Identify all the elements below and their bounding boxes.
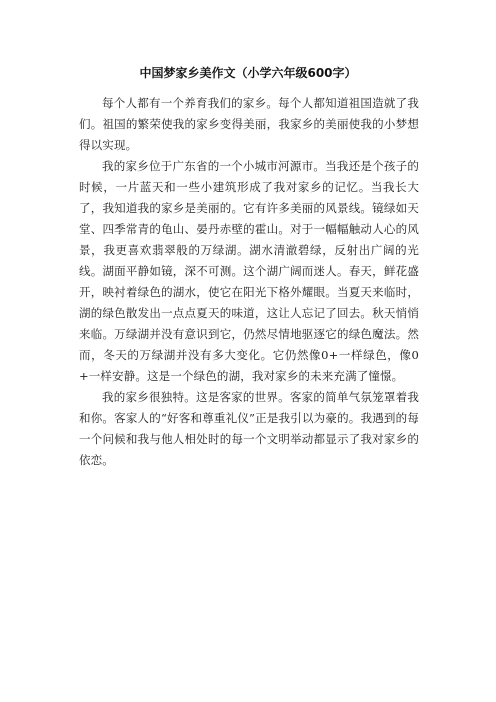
paragraph-2: 我的家乡位于广东省的一个小城市河源市。当我还是个孩子的时候，一片蓝天和一些小建筑形成了我对家乡的记忆。当我长大了，我知道我的家乡是美丽的。它有许多美丽的风景线。镜绿如天堂、四季常青的龟山、晏丹赤壁的霍山。对于一幅幅触动人心的风景，我更喜欢翡翠般的万绿湖。湖水清澈碧绿，反射出广阔的光线。湖面平静如镜，深不可测。这个湖广阔而迷人。春天，鲜花盛开，映衬着绿色的湖水，使它在阳光下格外耀眼。当夏天来临时，湖的绿色散发出一点点夏天的味道，这让人忘记了回去。秋天悄悄来临。万绿湖并没有意识到它，仍然尽情地驱逐它的绿色魔法。然而，冬天的万绿湖并没有多大变化。它仍然像0+一样绿色，像0+一样安静。这是一个绿色的湖，我对家乡的未来充满了憧憬。 (79, 159, 419, 383)
paragraph-1: 每个人都有一个养育我们的家乡。每个人都知道祖国造就了我们。祖国的繁荣使我的家乡变得美丽，我家乡的美丽使我的小梦想得以实现。 (79, 96, 419, 152)
paragraph-3: 我的家乡很独特。这是客家的世界。客家的简单气氛笼罩着我和你。客家人的“好客和尊重礼仪”正是我引以为豪的。我遇到的每一个问候和我与他人相处时的每一个文明举动都显示了我对家乡的依恋。 (79, 390, 419, 467)
document-title: 中国梦家乡美作文（小学六年级600字） (139, 66, 357, 80)
document-body (79, 93, 419, 471)
